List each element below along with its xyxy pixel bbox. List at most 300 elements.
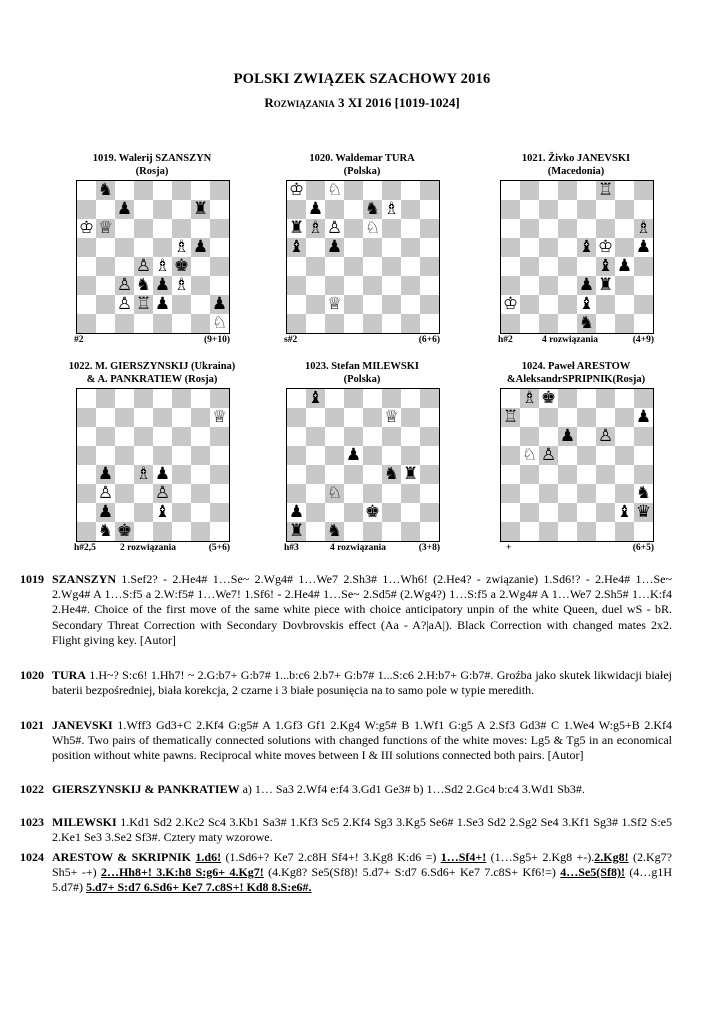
board-square [153, 219, 172, 238]
solution-author: SZANSZYN [52, 572, 117, 586]
board-square [344, 465, 363, 484]
board-square [420, 484, 439, 503]
board-square [77, 465, 96, 484]
stipulation: h#3 [284, 543, 299, 553]
chess-piece: ♟ [154, 464, 171, 484]
piece-count: (3+8) [418, 543, 440, 553]
board-square [558, 465, 577, 484]
board-square [634, 427, 653, 446]
board-square [134, 503, 153, 522]
board-square [153, 314, 172, 333]
board-square [191, 181, 210, 200]
solution-number: 1023 [20, 815, 44, 829]
board-square [520, 295, 539, 314]
board-square [134, 446, 153, 465]
chess-piece: ♙ [135, 256, 152, 276]
board-square [558, 238, 577, 257]
board-square [287, 314, 306, 333]
board-square [325, 276, 344, 295]
chess-piece: ♛ [635, 502, 652, 522]
board-square [634, 389, 653, 408]
board-square [287, 257, 306, 276]
chess-piece: ♗ [135, 464, 152, 484]
board-square [115, 295, 134, 314]
solution-1023 [20, 815, 672, 845]
board-square [520, 427, 539, 446]
board-square [77, 238, 96, 257]
problem-footer [476, 543, 676, 557]
board-square [134, 219, 153, 238]
solution-1022 [20, 782, 672, 797]
board-square [210, 295, 229, 314]
chess-piece: ♟ [154, 294, 171, 314]
board-square [344, 522, 363, 541]
board-square [344, 276, 363, 295]
board-square [539, 427, 558, 446]
board-square [210, 276, 229, 295]
board-square [210, 408, 229, 427]
board-square [325, 200, 344, 219]
board-square [615, 446, 634, 465]
board-square [210, 465, 229, 484]
board-square [501, 503, 520, 522]
board-square [596, 219, 615, 238]
board-square [115, 427, 134, 446]
board-square [153, 484, 172, 503]
board-square [287, 238, 306, 257]
board-square [172, 295, 191, 314]
main-move: 2.Kg8! [594, 850, 629, 864]
board-square [615, 276, 634, 295]
board-square [210, 181, 229, 200]
board-square [363, 503, 382, 522]
board-square [520, 522, 539, 541]
chess-piece: ♝ [307, 388, 324, 408]
solution-text: (4.Kg8? Se5(Sf8)! 5.d7+ S:d7 6.Sd6+ Ke7 7.c8S+ Kf6!=) [263, 865, 561, 880]
board-square [501, 427, 520, 446]
board-square [325, 446, 344, 465]
board-square [501, 484, 520, 503]
board-square [558, 200, 577, 219]
board-square [558, 257, 577, 276]
board-square [134, 314, 153, 333]
solution-number: 1021 [20, 718, 44, 732]
board-square [153, 446, 172, 465]
board-square [306, 295, 325, 314]
board-square [615, 200, 634, 219]
board-square [501, 389, 520, 408]
board-square [115, 389, 134, 408]
board-square [325, 427, 344, 446]
board-square [501, 200, 520, 219]
board-square [153, 181, 172, 200]
solution-count: 2 rozwiązania [120, 543, 177, 553]
chess-board [76, 180, 230, 334]
chess-board [286, 180, 440, 334]
board-square [134, 389, 153, 408]
board-square [539, 295, 558, 314]
board-square [306, 522, 325, 541]
board-square [363, 200, 382, 219]
board-square [134, 427, 153, 446]
board-square [344, 200, 363, 219]
board-square [191, 200, 210, 219]
board-square [191, 408, 210, 427]
board-square [420, 446, 439, 465]
board-square [382, 181, 401, 200]
chess-piece: ♟ [154, 275, 171, 295]
board-square [191, 257, 210, 276]
board-square [191, 219, 210, 238]
board-square [306, 465, 325, 484]
board-square [615, 465, 634, 484]
board-square [401, 238, 420, 257]
board-square [615, 181, 634, 200]
chess-piece: ♙ [597, 426, 614, 446]
board-square [420, 314, 439, 333]
problem-author: 1019. Walerij SZANSZYN [92, 153, 212, 164]
board-square [634, 465, 653, 484]
board-square [115, 257, 134, 276]
board-square [115, 181, 134, 200]
board-square [420, 465, 439, 484]
board-square [153, 200, 172, 219]
board-square [325, 295, 344, 314]
board-square [344, 503, 363, 522]
chess-piece: ♜ [192, 199, 209, 219]
chess-piece: ♟ [635, 237, 652, 257]
chess-piece: ♗ [521, 388, 538, 408]
board-square [153, 295, 172, 314]
main-move: 5.d7+ S:d7 6.Sd6+ Ke7 7.c8S+! Kd8 8.S:e6#. [86, 880, 312, 895]
chess-piece: ♞ [97, 521, 114, 541]
board-square [520, 408, 539, 427]
board-square [172, 181, 191, 200]
board-square [596, 257, 615, 276]
board-square [558, 389, 577, 408]
problem-footer [52, 543, 252, 557]
board-square [558, 446, 577, 465]
chess-piece: ♚ [173, 256, 190, 276]
problem-title [476, 360, 676, 388]
board-square [363, 314, 382, 333]
board-square [577, 314, 596, 333]
board-square [77, 408, 96, 427]
chess-piece: ♞ [135, 275, 152, 295]
board-square [172, 465, 191, 484]
board-square [577, 219, 596, 238]
problem-author: 1024. Paweł ARESTOW [521, 361, 631, 372]
board-square [77, 427, 96, 446]
board-square [558, 314, 577, 333]
board-square [577, 484, 596, 503]
board-square [520, 484, 539, 503]
board-square [191, 427, 210, 446]
board-square [287, 200, 306, 219]
stipulation: #2 [74, 335, 84, 345]
board-square [172, 503, 191, 522]
page-header [0, 71, 724, 111]
problem-title [476, 152, 676, 180]
board-square [401, 446, 420, 465]
board-square [382, 314, 401, 333]
solution-text: 1.Wff3 Gd3+C 2.Kf4 G:g5# A 1.Gf3 Gf1 2.Kg4 W:g5# B 1.Wf1 G:g5 A 2.Sf3 Gd3# C 1.We4 W:g5+B 2.Kf4 Wh5#. Two pairs of thematically connected solutions with changed functions of the white moves: Lg5 & Tg5 in an economical position without white pawns. Reciprocal white moves between I & III solutions connected both pairs. [Autor] [52, 718, 673, 763]
board-square [210, 446, 229, 465]
board-square [134, 257, 153, 276]
board-square [306, 200, 325, 219]
board-square [520, 200, 539, 219]
problem-author: 1022. M. GIERSZYNSKIJ (Ukraina) [68, 361, 236, 372]
board-square [191, 465, 210, 484]
chess-piece: ♞ [635, 483, 652, 503]
chess-piece: ♘ [364, 218, 381, 238]
board-square [172, 276, 191, 295]
board-square [401, 314, 420, 333]
board-square [382, 238, 401, 257]
board-square [115, 503, 134, 522]
chess-piece: ♞ [97, 180, 114, 200]
board-square [325, 503, 344, 522]
board-square [401, 522, 420, 541]
board-square [382, 295, 401, 314]
chess-piece: ♟ [288, 502, 305, 522]
board-square [401, 389, 420, 408]
board-square [210, 522, 229, 541]
board-square [634, 295, 653, 314]
board-square [77, 295, 96, 314]
board-square [115, 276, 134, 295]
board-square [172, 200, 191, 219]
piece-count: (9+10) [204, 335, 230, 345]
solution-text: 1.Sef2? - 2.He4# 1…Se~ 2.Wg4# 1…We7 2.Sh3# 1…Wh6! (2.He4? - związanie) 1.Sd6!? - 2.He4# 1…Se~ 2.Wg4# A 1…S:f5 a 2.W:f5# 1…We7! 1.Sf6! - 2.He4# 1…Se~ 2.Sd5# (2.Wg4?) 1…S:f5 a 2.Wg4# A 1…We7 2.Sh5# 1…K:f4 2.He4#. Choice of the first move of the same white piece with choice anticipatory unpin of the white Queen, duel wS - bR. Secondary Threat Correction with Secondary Dovbrovskis effect (Aa - A?|aA|). Black Correction with changed mates 2x2. Flight giving key. [Autor] [52, 572, 672, 647]
chess-piece: ♚ [364, 502, 381, 522]
board-square [344, 484, 363, 503]
board-square [363, 522, 382, 541]
board-square [96, 238, 115, 257]
board-square [615, 427, 634, 446]
chess-piece: ♟ [211, 294, 228, 314]
board-square [306, 238, 325, 257]
problem-country: (Macedonia) [547, 166, 605, 177]
board-square [401, 200, 420, 219]
board-square [96, 522, 115, 541]
board-square [520, 465, 539, 484]
board-square [558, 276, 577, 295]
board-square [615, 484, 634, 503]
board-square [210, 314, 229, 333]
board-square [210, 257, 229, 276]
chess-piece: ♞ [578, 313, 595, 333]
board-square [520, 276, 539, 295]
chess-piece: ♕ [383, 407, 400, 427]
board-square [115, 314, 134, 333]
chess-piece: ♔ [78, 218, 95, 238]
chess-board [500, 388, 654, 542]
board-square [501, 408, 520, 427]
solution-text: (1…Sg5+ 2.Kg8 +-). [486, 850, 595, 864]
board-square [520, 389, 539, 408]
board-square [153, 389, 172, 408]
board-square [382, 427, 401, 446]
board-square [596, 465, 615, 484]
board-square [520, 446, 539, 465]
board-square [615, 408, 634, 427]
board-square [382, 484, 401, 503]
board-square [96, 200, 115, 219]
board-square [306, 257, 325, 276]
board-square [325, 522, 344, 541]
board-square [306, 181, 325, 200]
board-square [382, 200, 401, 219]
problem-footer [262, 543, 462, 557]
chess-piece: ♟ [97, 464, 114, 484]
board-square [501, 314, 520, 333]
board-square [115, 484, 134, 503]
board-square [210, 389, 229, 408]
chess-piece: ♟ [307, 199, 324, 219]
board-square [287, 446, 306, 465]
board-square [577, 238, 596, 257]
board-square [382, 503, 401, 522]
board-square [134, 484, 153, 503]
board-square [539, 484, 558, 503]
problem-title [262, 360, 462, 388]
board-square [420, 257, 439, 276]
chess-piece: ♗ [635, 218, 652, 238]
piece-count: (6+5) [632, 543, 654, 553]
stipulation: h#2,5 [74, 543, 96, 553]
chess-piece: ♟ [345, 445, 362, 465]
board-square [191, 314, 210, 333]
chess-piece: ♗ [173, 237, 190, 257]
chess-piece: ♞ [383, 464, 400, 484]
board-square [401, 427, 420, 446]
solution-1021 [20, 718, 673, 764]
board-square [325, 181, 344, 200]
chess-piece: ♔ [597, 237, 614, 257]
board-square [325, 314, 344, 333]
board-square [115, 446, 134, 465]
board-square [172, 446, 191, 465]
chess-piece: ♘ [326, 483, 343, 503]
board-square [401, 295, 420, 314]
board-square [539, 408, 558, 427]
board-square [596, 389, 615, 408]
problem-author: 1023. Stefan MILEWSKI [304, 361, 420, 372]
board-square [191, 295, 210, 314]
solution-text: a) 1… Sa3 2.Wf4 e:f4 3.Gd1 Ge3# b) 1…Sd2 2.Gc4 b:c4 3.Wd1 Sb3#. [242, 782, 585, 796]
board-square [191, 238, 210, 257]
board-square [539, 503, 558, 522]
board-square [306, 427, 325, 446]
problem-country: (Polska) [343, 166, 381, 177]
key-move: 1.d6! [195, 850, 222, 864]
board-square [615, 238, 634, 257]
chess-piece: ♚ [540, 388, 557, 408]
board-square [401, 503, 420, 522]
board-square [558, 427, 577, 446]
solution-author: JANEVSKI [52, 718, 113, 732]
chess-piece: ♙ [116, 275, 133, 295]
chess-piece: ♙ [154, 483, 171, 503]
chess-piece: ♔ [288, 180, 305, 200]
board-square [172, 408, 191, 427]
problem-country: (Polska) [343, 374, 381, 385]
board-square [363, 276, 382, 295]
board-square [577, 200, 596, 219]
board-square [96, 408, 115, 427]
board-square [96, 446, 115, 465]
board-square [96, 295, 115, 314]
board-square [420, 200, 439, 219]
board-square [539, 389, 558, 408]
chess-piece: ♕ [97, 218, 114, 238]
board-square [577, 181, 596, 200]
board-square [420, 295, 439, 314]
board-square [615, 314, 634, 333]
board-square [577, 465, 596, 484]
board-square [634, 219, 653, 238]
board-square [287, 181, 306, 200]
board-square [172, 389, 191, 408]
chess-piece: ♟ [616, 256, 633, 276]
chess-piece: ♕ [211, 407, 228, 427]
page-subtitle: Rozwiązania 3 XI 2016 [1019-1024] [264, 95, 460, 110]
board-square [306, 219, 325, 238]
chess-piece: ♞ [326, 521, 343, 541]
piece-count: (6+6) [418, 335, 440, 345]
problem-country: & A. PANKRATIEW (Rosja) [86, 374, 218, 385]
board-square [596, 503, 615, 522]
board-square [596, 314, 615, 333]
board-square [96, 276, 115, 295]
chess-piece: ♗ [173, 275, 190, 295]
board-square [363, 389, 382, 408]
board-square [96, 465, 115, 484]
board-square [634, 503, 653, 522]
board-square [325, 389, 344, 408]
board-square [615, 389, 634, 408]
board-square [520, 238, 539, 257]
chess-piece: ♜ [288, 218, 305, 238]
board-square [134, 522, 153, 541]
chess-piece: ♝ [288, 237, 305, 257]
board-square [420, 522, 439, 541]
board-square [501, 295, 520, 314]
problem-title [262, 152, 462, 180]
board-square [96, 314, 115, 333]
board-square [577, 295, 596, 314]
board-square [287, 427, 306, 446]
problem-country: &AleksandrSPRIPNIK(Rosja) [506, 374, 646, 385]
board-square [77, 257, 96, 276]
solution-1020 [20, 668, 672, 698]
board-square [134, 238, 153, 257]
chess-piece: ♘ [326, 180, 343, 200]
board-square [96, 219, 115, 238]
board-square [363, 257, 382, 276]
problem-title [52, 360, 252, 388]
board-square [96, 257, 115, 276]
solution-text: 1.Kd1 Sd2 2.Kc2 Sc4 3.Kb1 Sa3# 1.Kf3 Sc5 2.Kf4 Sg3 3.Kg5 Se6# 1.Se3 Sd2 2.Sg2 Se4 3.Kf1 Sg3# 1.Sf2 S:e5 2.Ke1 Se3 3.Se2 Sf3#. Cztery maty wzorowe. [52, 815, 672, 845]
chess-piece: ♙ [326, 218, 343, 238]
board-square [115, 522, 134, 541]
board-square [634, 484, 653, 503]
board-square [501, 522, 520, 541]
chess-piece: ♝ [578, 237, 595, 257]
board-square [287, 408, 306, 427]
chess-piece: ♙ [97, 483, 114, 503]
